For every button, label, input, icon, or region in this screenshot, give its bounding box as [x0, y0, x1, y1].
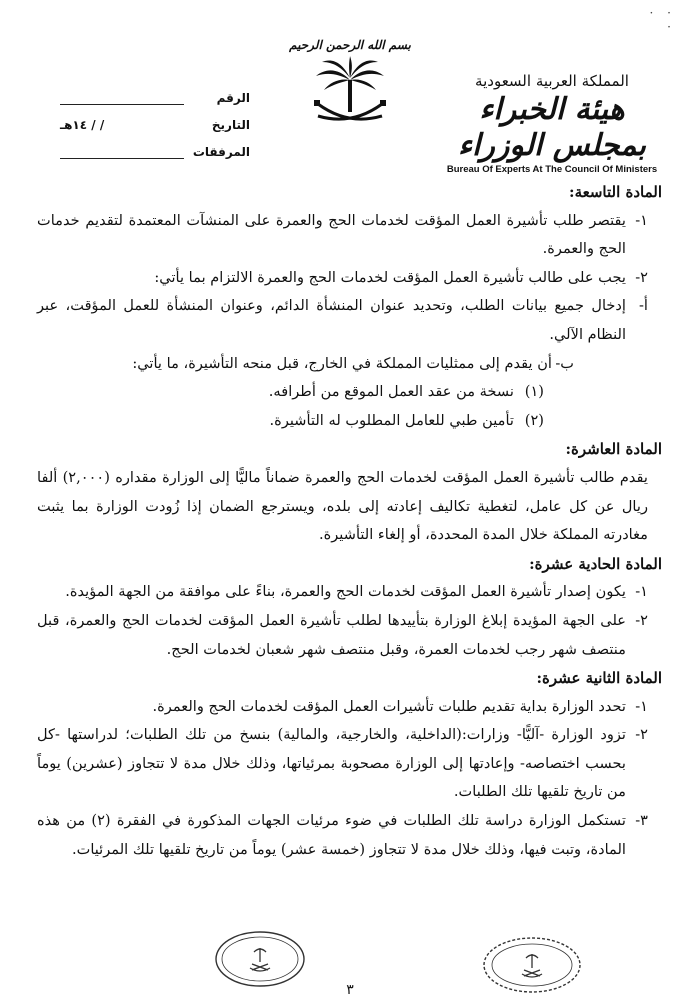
article-11-title: المادة الحادية عشرة:	[529, 554, 662, 573]
date-value: / / ١٤هـ	[60, 118, 105, 132]
article-9-item-2b	[37, 350, 662, 379]
article-12-item-3	[37, 807, 662, 864]
item-text: يجب على طالب تأشيرة العمل المؤقت لخدمات الحج والعمرة الالتزام بما يأتي:	[154, 268, 626, 286]
attachments-line	[60, 144, 184, 159]
palm-swords-emblem-icon	[285, 54, 415, 130]
letterhead-emblem-block	[285, 38, 415, 130]
reference-line	[60, 90, 184, 105]
item-number: ١-	[635, 697, 648, 715]
document-body	[37, 178, 662, 864]
article-9-item-1	[37, 207, 662, 264]
reference-label: الرقم	[216, 91, 250, 105]
item-number: (٢)	[524, 411, 544, 429]
attachments-row	[60, 132, 250, 159]
item-text: أن يقدم إلى ممثليات المملكة في الخارج، قبل منحه التأشيرة، ما يأتي:	[132, 354, 552, 372]
article-11-item-2	[37, 607, 662, 664]
article-12-title: المادة الثانية عشرة:	[536, 669, 662, 688]
item-text: يكون إصدار تأشيرة العمل المؤقت لخدمات الحج والعمرة، بناءً على موافقة من الجهة المؤيدة.	[65, 583, 626, 601]
attachments-label: المرفقات	[192, 145, 250, 159]
article-9-item-2	[37, 264, 662, 293]
item-number: ٢-	[635, 268, 648, 286]
letterhead-bureau	[432, 72, 672, 175]
article-12-item-2	[37, 721, 662, 807]
basmala: بسم الله الرحمن الرحيم	[289, 38, 411, 52]
item-text: تستكمل الوزارة دراسة تلك الطلبات في ضوء مرئيات الجهات المذكورة في الفقرة (٢) من هذه المادة، وتبت فيها، وذلك خلال مدة لا تتجاوز (خمسة عشر) يوماً من تاريخ تلقيها تلك المرئيات.	[37, 812, 626, 858]
corner-marks: · · ·	[649, 6, 676, 34]
date-row	[60, 105, 250, 132]
item-text: تزود الوزارة -آليًّا- وزارات:(الداخلية، والخارجية، والمالية) بنسخ من تلك الطلبات؛ لدراستها -كل بحسب اختصاصه- وإعادتها إلى الوزارة مصحوبة بمرئياتها، وذلك خلال مدة لا تتجاوز (عشرين) يوماً من تاريخ تلقيها تلك الطلبات.	[37, 726, 626, 801]
bureau-name-english: Bureau Of Experts At The Council Of Ministers	[446, 164, 658, 175]
item-number: أ-	[639, 297, 648, 315]
date-label: التاريخ	[211, 118, 250, 132]
bureau-name-arabic: هيئة الخبراء بمجلس الوزراء	[457, 92, 647, 163]
article-10-text: يقدم طالب تأشيرة العمل المؤقت لخدمات الحج والعمرة ضماناً ماليًّا إلى الوزارة مقداره (٢,٠٠٠) ألفا ريال عن كل عامل، لتغطية تكاليف إعادته إلى بلده، ويسترجع الضمان إذا زُودت الوزارة بما يثبت مغادرته المملكة خلال المدة المحددة، أو إلغاء التأشيرة.	[37, 468, 648, 544]
item-text: تحدد الوزارة بداية تقديم طلبات تأشيرات العمل المؤقت لخدمات الحج والعمرة.	[152, 697, 626, 715]
item-number: (١)	[524, 383, 544, 401]
letter-meta	[60, 78, 250, 159]
item-text: على الجهة المؤيدة إبلاغ الوزارة بتأييدها لطلب تأشيرة العمل المؤقت لخدمات الحج والعمرة، قبل منتصف شهر رجب لخدمات العمرة، وقبل منتصف شهر شعبان لخدمات الحج.	[37, 611, 626, 658]
article-9-item-2b-1	[37, 378, 662, 407]
item-number: ٣-	[635, 812, 648, 830]
item-number: ٢-	[635, 726, 648, 744]
item-text: إدخال جميع بيانات الطلب، وتحديد عنوان المنشأة الدائم، وعنوان المنشأة للعمل المؤقت، عبر النظام الآلي.	[37, 297, 626, 343]
item-text: تأمين طبي للعامل المطلوب له التأشيرة.	[269, 411, 514, 429]
item-number: ب-	[555, 354, 574, 372]
article-10-title: المادة العاشرة:	[565, 440, 662, 459]
reference-row	[60, 78, 250, 105]
item-number: ١-	[635, 211, 648, 229]
page-number: ٣	[346, 982, 354, 998]
article-9-title: المادة التاسعة:	[569, 183, 662, 201]
article-9-item-2a	[37, 292, 662, 349]
article-11-item-1	[37, 578, 662, 607]
article-9-item-2b-2	[37, 407, 662, 436]
item-text: يقتصر طلب تأشيرة العمل المؤقت لخدمات الحج والعمرة على المنشآت المعتمدة لتقديم خدمات الحج والعمرة.	[37, 211, 626, 258]
item-number: ٢-	[635, 611, 648, 629]
article-12-item-1	[37, 693, 662, 722]
item-text: نسخة من عقد العمل الموقع من أطرافه.	[268, 383, 514, 401]
item-number: ١-	[635, 583, 648, 601]
kingdom-name: المملكة العربية السعودية	[475, 72, 629, 90]
